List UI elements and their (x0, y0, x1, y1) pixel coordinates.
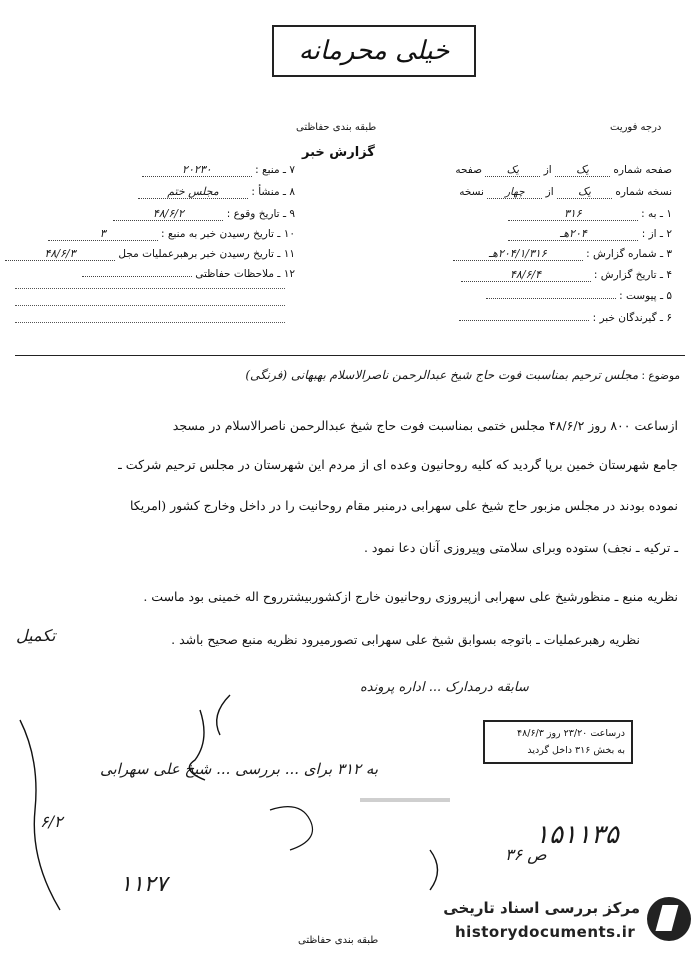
left-field-row (48, 227, 295, 241)
classification-label-top: طبقه بندی حفاظتی (296, 122, 377, 133)
field-value: ۴۸/۶/۴ (461, 268, 591, 282)
body-line-3: نموده بودند در مجلس مزبور حاج شیخ علی سهرابی درمنبر مقام روحانیت را در داخل وخارج کشور (امریکا (129, 498, 678, 513)
right-field-row (508, 227, 672, 241)
field-label: ۵ ـ پیوست : (619, 290, 672, 302)
right-field-row (461, 268, 672, 282)
handwritten-number: ۱۵۱۱۳۵ (535, 820, 619, 850)
field-value: یک (555, 163, 610, 177)
subject-text: مجلس ترحیم بمناسبت فوت حاج شیخ عبدالرحمن ناصرالاسلام بهبهانی (فرنگی) (245, 368, 639, 382)
report-title: گزارش خبر (302, 145, 375, 160)
left-field-row (82, 268, 295, 280)
subject-row (40, 368, 680, 382)
classification-stamp (272, 25, 476, 77)
blank-line (15, 288, 285, 289)
field-value: ۴۸/۶/۲ (113, 207, 223, 221)
field-label: ۲ ـ از : (641, 228, 672, 240)
signature-stroke (189, 710, 205, 780)
blank-line (15, 322, 285, 323)
field-connector: از (543, 164, 552, 176)
subject-label: موضوع : (641, 370, 680, 382)
watermark-url: historydocuments.ir (455, 923, 636, 941)
signature-stroke (270, 807, 313, 850)
field-value: مجلس ختم (138, 185, 248, 199)
handwritten-number-bottom: ۱۱۲۷ (120, 872, 168, 897)
field-value (459, 320, 589, 321)
classification-label-bottom: طبقه بندی حفاظتی (298, 935, 379, 946)
right-field-row (459, 185, 672, 199)
source-opinion: نظریه منبع ـ منظورشیخ علی سهرابی ازپیروزی روحانیون خارج ازکشوربیشترروح اله خمینی بود ماست . (143, 589, 678, 604)
field-label: ۱۱ ـ تاریخ رسیدن خبر برهبرعملیات مجل (118, 248, 295, 260)
body-line-2: جامع شهرستان خمین برپا گردید که کلیه روحانیون وعده ای از مردم این شهرستان در مجلس ترحیم شرکت ـ (118, 457, 678, 472)
section-divider (15, 355, 685, 356)
field-label: ۱ ـ به : (641, 208, 672, 220)
field-label: ۱۲ ـ ملاحظات حفاظتی (195, 268, 295, 280)
field-value: ۳ (48, 227, 158, 241)
field-connector: نسخه (459, 186, 484, 198)
field-label: ۱۰ ـ تاریخ رسیدن خبر به منبع : (161, 228, 295, 240)
field-value: ۲۰۴هـ (508, 227, 638, 241)
right-field-row (455, 163, 672, 177)
field-value (486, 298, 616, 299)
body-line-1: ازساعت ۸۰۰ روز ۴۸/۶/۲ مجلس ختمی بمناسبت فوت حاج شیخ عبدالرحمن ناصرالاسلام در مسجد (172, 418, 678, 433)
field-label: ۷ ـ منبع : (255, 164, 295, 176)
right-field-row (486, 290, 672, 302)
field-label: ۴ ـ تاریخ گزارش : (593, 269, 672, 281)
body-line-4: ـ ترکیه ـ نجف) ستوده وبرای سلامتی وپیروزی آنان دعا نمود . (363, 540, 678, 555)
left-field-row (5, 247, 295, 261)
receipt-stamp-line-2: به بخش ۳۱۶ داخل گردید (527, 745, 625, 756)
field-value: ۴۸/۶/۳ (5, 247, 115, 261)
signature-stroke (217, 695, 230, 735)
right-field-row (453, 247, 672, 261)
field-value: ۳۱۶ (508, 207, 638, 221)
field-label: ۹ ـ تاریخ وقوع : (226, 208, 295, 220)
field-value (82, 276, 192, 277)
field-label: نسخه شماره (615, 186, 672, 198)
handwritten-note-1: سابقه درمدارک ... اداره پرونده (360, 680, 529, 695)
priority-label: درجه فوریت (610, 122, 662, 133)
field-value-2: چهار (487, 186, 542, 199)
watermark-logo-icon (647, 897, 691, 941)
field-label: ۳ ـ شماره گزارش : (586, 248, 672, 260)
classification-stamp-text: خیلی محرمانه (298, 36, 450, 66)
field-value: یک (557, 185, 612, 199)
handwritten-misc: ۳۶ ص (505, 845, 547, 864)
left-field-row (138, 185, 295, 199)
signature-stroke (20, 720, 60, 910)
field-label: صفحه شماره (613, 164, 672, 176)
right-field-row (508, 207, 672, 221)
watermark-name: مرکز بررسی اسناد تاریخی (443, 899, 640, 917)
field-label: ۶ ـ گیرندگان خبر : (592, 312, 672, 324)
receipt-stamp-line-1: درساعت ۲۳/۲۰ روز ۴۸/۶/۳ (517, 728, 625, 739)
signature-stroke (430, 850, 438, 890)
field-connector: صفحه (455, 164, 482, 176)
field-label: ۸ ـ منشأ : (251, 186, 295, 198)
handwritten-verified: تکمیل (16, 626, 56, 645)
field-value: ۲۰۲۳۰ (142, 163, 252, 177)
right-field-row (459, 312, 672, 324)
field-value-2: یک (485, 164, 540, 177)
left-field-row (113, 207, 295, 221)
left-field-row (142, 163, 295, 177)
receipt-stamp (483, 720, 633, 764)
watermark (395, 895, 695, 955)
operations-opinion: نظریه رهبرعملیات ـ باتوجه بسوابق شیخ علی سهرابی تصورمیرود نظریه منبع صحیح باشد . (171, 632, 640, 647)
field-connector: از (545, 186, 554, 198)
blank-line (15, 305, 285, 306)
handwritten-date: ۶/۲ (40, 812, 63, 831)
handwritten-note-2: به ۳۱۲ برای ... بررسی ... شیخ علی سهرابی (100, 760, 379, 778)
field-value: ۲۰۴/۱/۳۱۶هـ (453, 247, 583, 261)
